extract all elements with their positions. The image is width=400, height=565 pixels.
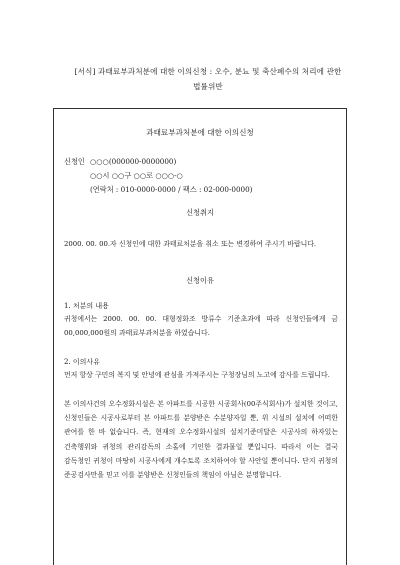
applicant-address: ○○시 ○○구 ○○로 ○○○-○ [90,171,183,180]
applicant-block [64,155,252,197]
applicant-contact: (연락처 : 010-0000-0000 / 팩스 : 02-000-0000) [90,185,253,194]
applicant-label: 신청인 [64,157,85,166]
section2-heading: 2. 이의사유 [64,358,100,366]
purpose-text: 2000. 00. 00.자 신청인에 대한 과태료처분을 취소 또는 변경하여 주시기 바랍니다. [64,240,317,248]
section1-text: 귀청에서는 2000. 00. 00. 대형정화조 방류수 기준초과에 따라 신청인들에게 금 00,000,000원의 과태료부과처분을 하였습니다. [64,315,338,338]
reasons-title: 신청이유 [186,276,214,285]
form-frame [53,108,347,565]
form-title: 과태료부과처분에 대한 이의신청 [146,128,254,137]
purpose-title: 신청취지 [186,208,214,217]
section1-heading: 1. 처분의 내용 [64,302,109,310]
applicant-name: ○○○(000000-0000000) [90,157,177,166]
document-header [40,64,376,94]
document-title-line2: 법률위반 [193,82,223,91]
document-title-line1: [서식] 과태료부과처분에 대한 이의신청 : 오수, 분뇨 및 축산폐수의 처리에 관한 [74,67,342,76]
section2-paragraph1: 먼저 항상 구민의 복지 및 안녕에 관심을 가져주시는 구청장님의 노고에 감사를 드립니다. [64,371,330,379]
section2-paragraph2: 본 이의사건의 오수정화시설은 본 아파트를 시공한 시공회사(00주식회사)가 설치한 것이고, 신청인들은 시공사로부터 본 아파트를 분양받은 수분양자일 뿐, 위 시설의 설치에 어떠한 관여를 한 바 없습니다. 즉, 현재의 오수정화시설의 설치기준미달은 시공사의 하자있는 건축행위와 귀청의 관리감독의 소홀에 기인한 결과물일 뿐입니다. 따라서 이는 결국 감독청인 귀청이 마땅히 시공사에게 개수토록 조치하여야 할 사안일 뿐이니다. 단지 귀청의 준공검사만을 믿고 이를 분양받은 신청인들의 책임이 아님은 분명합니다. [64,400,338,480]
